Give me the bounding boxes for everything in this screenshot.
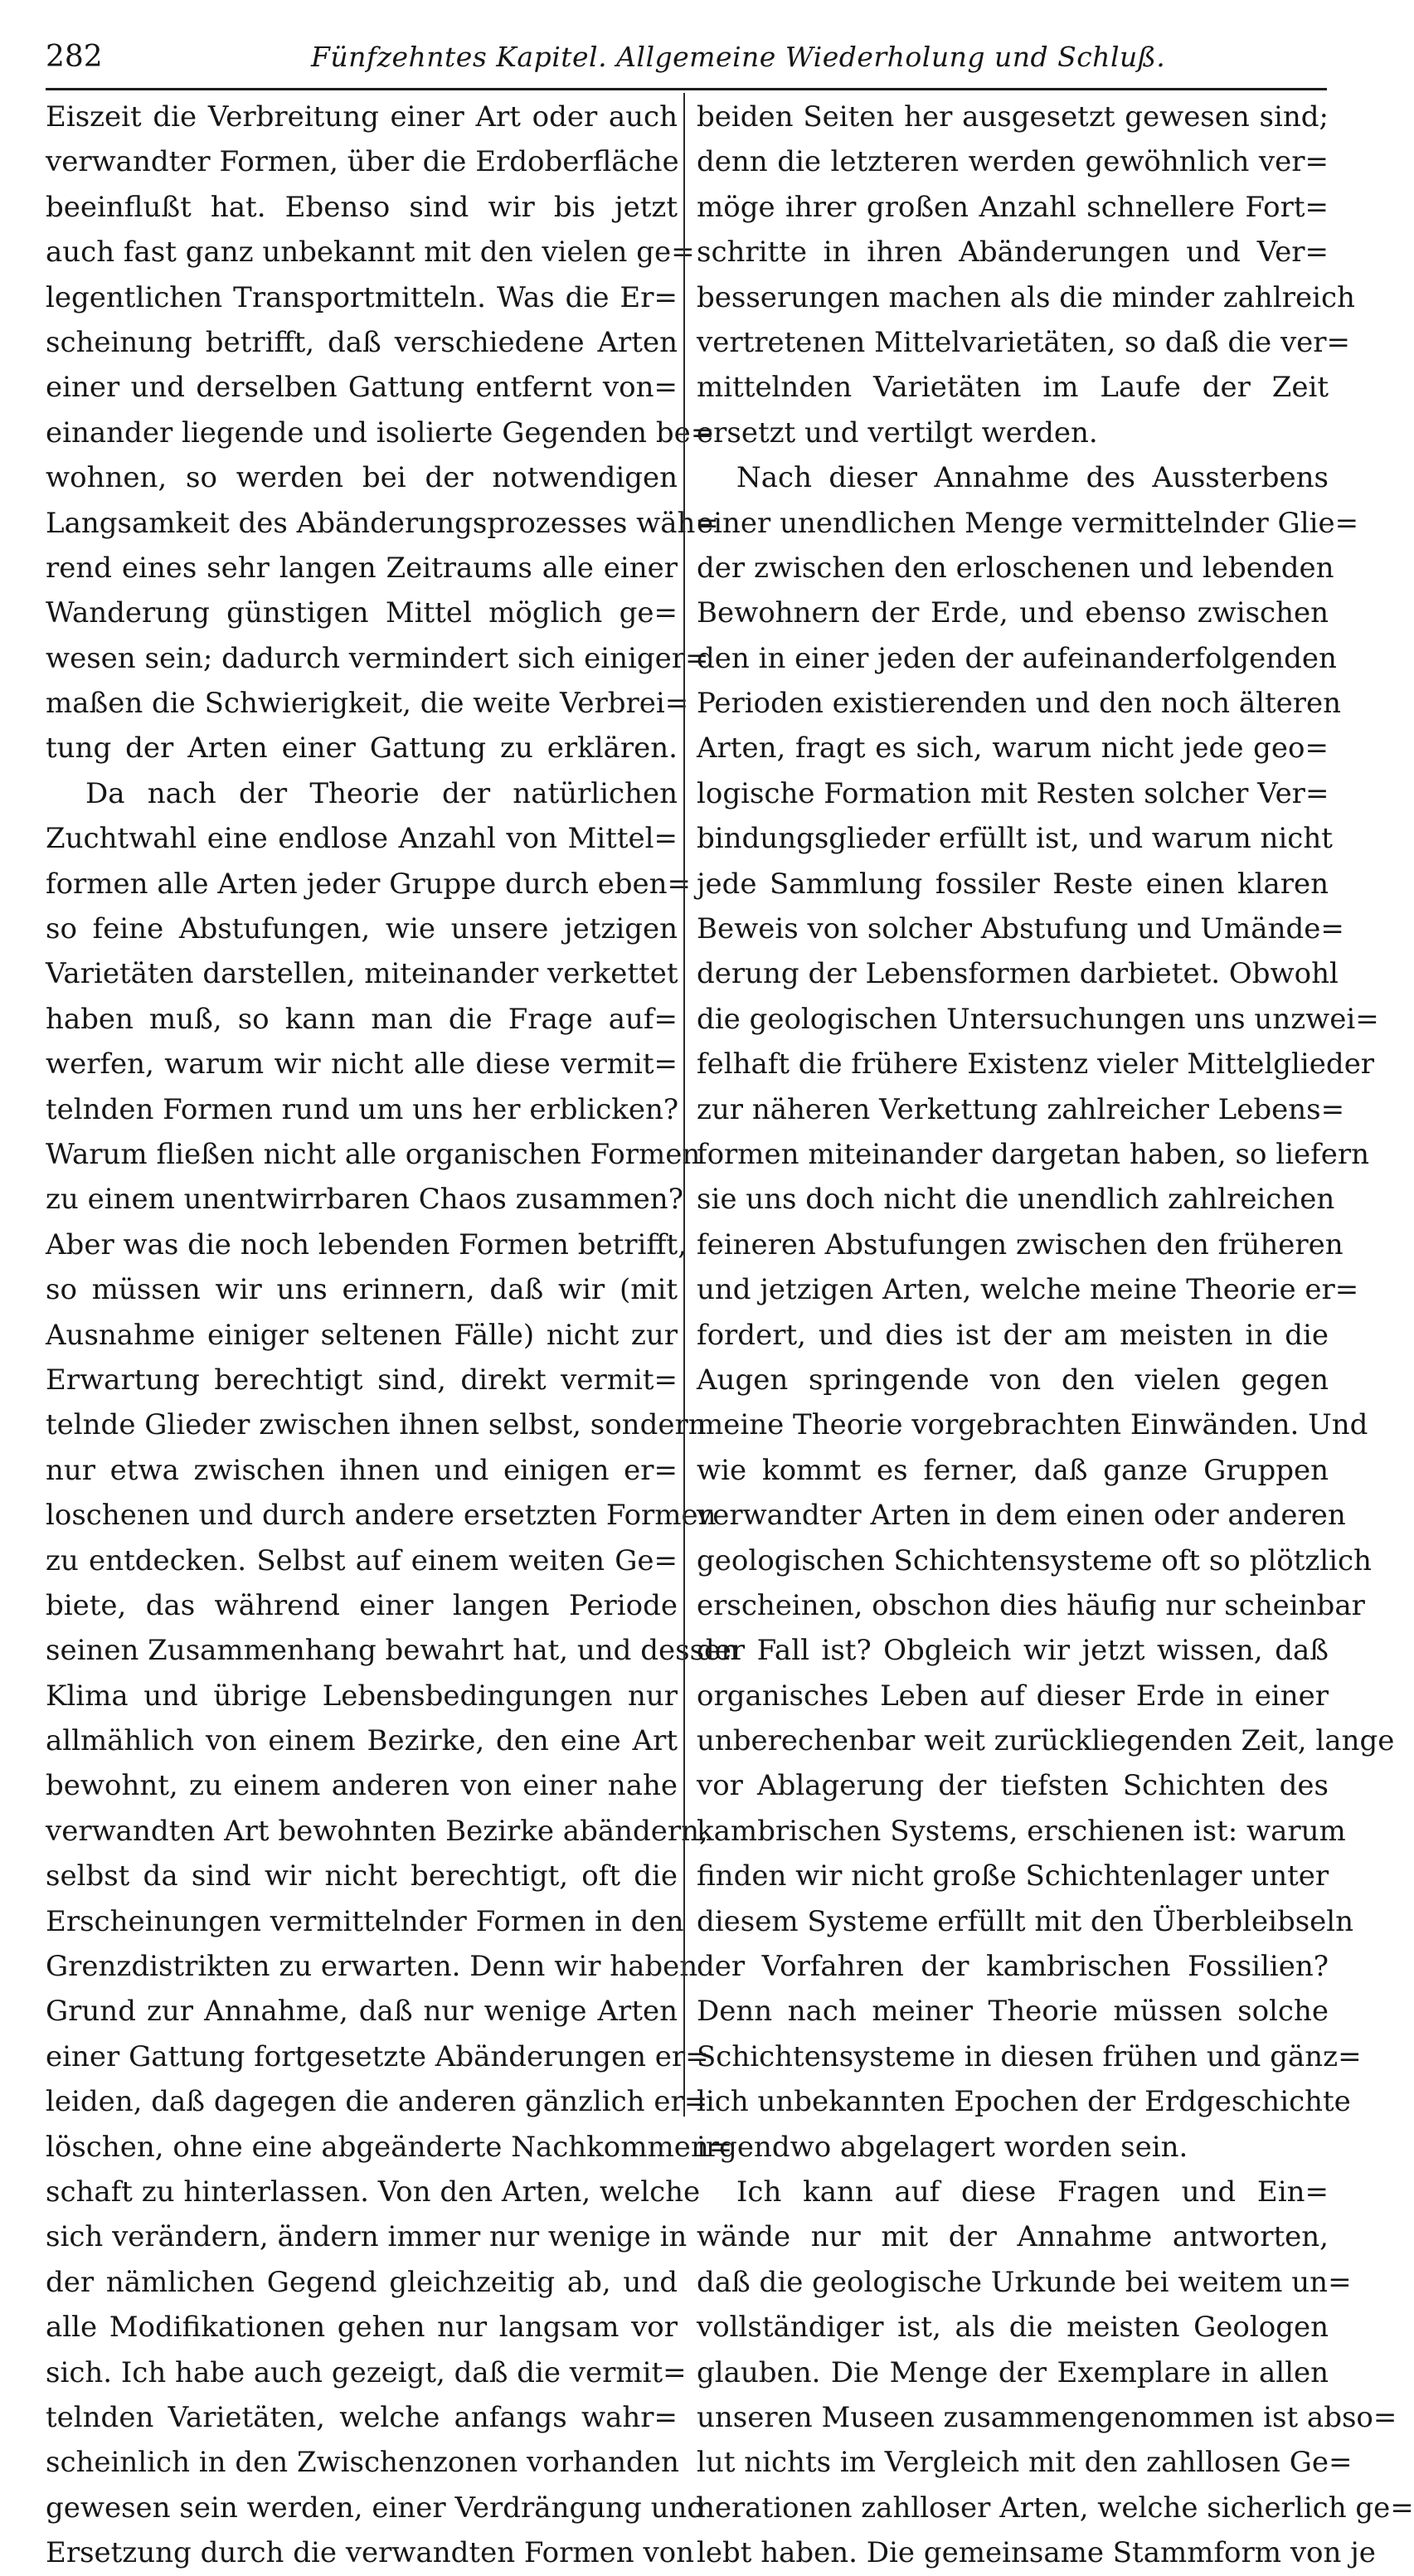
text-line: nur etwa zwischen ihnen und einigen er= — [46, 1453, 678, 1487]
text-line: zur näheren Verkettung zahlreicher Lebens= — [697, 1092, 1345, 1126]
text-line: verwandter Formen, über die Erdoberfläche — [46, 145, 679, 179]
text-line: einer Gattung fortgesetzte Abänderungen er= — [46, 2039, 709, 2073]
text-line: sich verändern, ändern immer nur wenige in — [46, 2220, 688, 2254]
text-line: selbst da sind wir nicht berechtigt, oft die — [46, 1859, 678, 1893]
text-line: wände nur mit der Annahme antworten, — [697, 2220, 1329, 2254]
text-line: beeinflußt hat. Ebenso sind wir bis jetzt — [46, 190, 678, 224]
text-line: leiden, daß dagegen die anderen gänzlich er= — [46, 2085, 708, 2119]
text-line: Nach dieser Annahme des Aussterbens — [736, 461, 1329, 495]
text-line: logische Formation mit Resten solcher Ver= — [697, 776, 1329, 810]
text-line: schritte in ihren Abänderungen und Ver= — [697, 236, 1329, 270]
text-line: Zuchtwahl eine endlose Anzahl von Mittel= — [46, 822, 678, 856]
text-line: Arten, fragt es sich, warum nicht jede geo= — [697, 731, 1329, 766]
text-line: wesen sein; dadurch vermindert sich einiger= — [46, 641, 709, 675]
text-line: Varietäten darstellen, miteinander verkettet — [46, 957, 678, 991]
text-line: allmählich von einem Bezirke, den eine Art — [46, 1724, 678, 1758]
text-line: seinen Zusammenhang bewahrt hat, und dessen — [46, 1634, 740, 1668]
text-line: löschen, ohne eine abgeänderte Nachkommen= — [46, 2130, 733, 2164]
text-line: Perioden existierenden und den noch älteren — [697, 687, 1342, 721]
text-line: der Fall ist? Obgleich wir jetzt wissen, daß — [697, 1634, 1329, 1668]
text-line: formen miteinander dargetan haben, so liefern — [697, 1137, 1369, 1171]
text-line: derung der Lebensformen darbietet. Obwohl — [697, 957, 1339, 991]
text-line: maßen die Schwierigkeit, die weite Verbrei= — [46, 687, 689, 721]
text-line: einer unendlichen Menge vermittelnder Glie= — [697, 506, 1359, 540]
text-line: die geologischen Untersuchungen uns unzwei= — [697, 1002, 1379, 1036]
text-line: auch fast ganz unbekannt mit den vielen ge= — [46, 236, 695, 270]
text-line: diesem Systeme erfüllt mit den Überbleibseln — [697, 1904, 1354, 1938]
text-line: Klima und übrige Lebensbedingungen nur — [46, 1679, 678, 1713]
text-line: so müssen wir uns erinnern, daß wir (mit — [46, 1273, 678, 1307]
text-line: zu einem unentwirrbaren Chaos zusammen? — [46, 1183, 683, 1217]
text-line: telnden Varietäten, welche anfangs wahr= — [46, 2400, 678, 2434]
text-line: Grund zur Annahme, daß nur wenige Arten — [46, 1995, 678, 2029]
text-line: so feine Abstufungen, wie unsere jetzigen — [46, 912, 678, 946]
text-line: lut nichts im Vergleich mit den zahllosen Ge= — [697, 2446, 1353, 2480]
text-line: rend eines sehr langen Zeitraums alle einer — [46, 551, 678, 585]
text-line: ersetzt und vertilgt werden. — [697, 416, 1098, 450]
text-line: organisches Leben auf dieser Erde in einer — [697, 1679, 1329, 1713]
text-line: mittelnden Varietäten im Laufe der Zeit — [697, 371, 1329, 405]
text-line: jede Sammlung fossiler Reste einen klaren — [697, 867, 1329, 901]
text-line: Grenzdistrikten zu erwarten. Denn wir haben — [46, 1950, 698, 1984]
text-line: Da nach der Theorie der natürlichen — [85, 776, 678, 810]
text-line: Bewohnern der Erde, und ebenso zwischen — [697, 596, 1329, 630]
text-line: Schichtensysteme in diesen frühen und gänz= — [697, 2039, 1362, 2073]
text-line: finden wir nicht große Schichtenlager unter — [697, 1859, 1329, 1893]
text-line: Beweis von solcher Abstufung und Umände= — [697, 912, 1344, 946]
text-line: einander liegende und isolierte Gegenden be= — [46, 416, 715, 450]
text-line: Eiszeit die Verbreitung einer Art oder auch — [46, 100, 678, 134]
text-line: schaft zu hinterlassen. Von den Arten, welche — [46, 2175, 701, 2209]
text-line: der nämlichen Gegend gleichzeitig ab, und — [46, 2265, 678, 2299]
text-line: scheinung betrifft, daß verschiedene Arten — [46, 325, 678, 359]
text-line: telnden Formen rund um uns her erblicken? — [46, 1092, 679, 1126]
text-line: der Vorfahren der kambrischen Fossilien? — [697, 1950, 1329, 1984]
text-line: felhaft die frühere Existenz vieler Mittelglieder — [697, 1047, 1375, 1081]
text-line: besserungen machen als die minder zahlreich — [697, 280, 1355, 314]
text-line: der zwischen den erloschenen und lebenden — [697, 551, 1334, 585]
text-line: daß die geologische Urkunde bei weitem un= — [697, 2265, 1352, 2299]
text-line: haben muß, so kann man die Frage auf= — [46, 1002, 678, 1036]
header-rule — [46, 88, 1327, 90]
text-line: formen alle Arten jeder Gruppe durch eben= — [46, 867, 692, 901]
text-line: möge ihrer großen Anzahl schnellere Fort= — [697, 190, 1329, 224]
text-line: werfen, warum wir nicht alle diese vermit= — [46, 1047, 678, 1081]
text-line: Ich kann auf diese Fragen und Ein= — [736, 2175, 1329, 2209]
text-line: loschenen und durch andere ersetzten Formen — [46, 1499, 717, 1533]
text-line: vollständiger ist, als die meisten Geologen — [697, 2311, 1329, 2345]
text-line: verwandten Art bewohnten Bezirke abändern, — [46, 1814, 708, 1848]
text-line: wohnen, so werden bei der notwendigen — [46, 461, 678, 495]
text-line: feineren Abstufungen zwischen den früheren — [697, 1227, 1344, 1261]
text-line: gewesen sein werden, einer Verdrängung und — [46, 2491, 706, 2525]
text-line: erscheinen, obschon dies häufig nur scheinbar — [697, 1588, 1365, 1622]
text-line: unseren Museen zusammengenommen ist abso= — [697, 2400, 1397, 2434]
column-divider — [683, 93, 685, 2117]
text-line: Warum fließen nicht alle organischen Formen — [46, 1137, 701, 1171]
text-line: Aber was die noch lebenden Formen betrifft, — [46, 1227, 688, 1261]
text-line: lebt haben. Die gemeinsame Stammform von je — [697, 2536, 1376, 2570]
text-line: telnde Glieder zwischen ihnen selbst, sondern — [46, 1408, 707, 1442]
text-line: und jetzigen Arten, welche meine Theorie er= — [697, 1273, 1359, 1307]
text-line: Erwartung berechtigt sind, direkt vermit= — [46, 1363, 678, 1397]
text-line: lich unbekannten Epochen der Erdgeschichte — [697, 2085, 1351, 2119]
text-line: legentlichen Transportmitteln. Was die Er= — [46, 280, 678, 314]
text-line: sie uns doch nicht die unendlich zahlreichen — [697, 1183, 1335, 1217]
text-line: meine Theorie vorgebrachten Einwänden. Und — [697, 1408, 1368, 1442]
text-line: kambrischen Systems, erschienen ist: warum — [697, 1814, 1346, 1848]
text-line: geologischen Schichtensysteme oft so plötzlich — [697, 1543, 1372, 1577]
text-line: zu entdecken. Selbst auf einem weiten Ge= — [46, 1543, 678, 1577]
text-line: verwandter Arten in dem einen oder anderen — [697, 1499, 1346, 1533]
text-line: sich. Ich habe auch gezeigt, daß die vermit= — [46, 2355, 687, 2389]
text-line: Ausnahme einiger seltenen Fälle) nicht zur — [46, 1318, 678, 1352]
text-line: alle Modifikationen gehen nur langsam vor — [46, 2311, 678, 2345]
running-head: Fünfzehntes Kapitel. Allgemeine Wiederholung und Schluß. — [311, 41, 1166, 73]
text-line: Wanderung günstigen Mittel möglich ge= — [46, 596, 678, 630]
text-line: nerationen zahlloser Arten, welche sicherlich ge= — [697, 2491, 1414, 2525]
text-line: irgendwo abgelagert worden sein. — [697, 2130, 1188, 2164]
text-line: unberechenbar weit zurückliegenden Zeit, lange — [697, 1724, 1395, 1758]
text-line: tung der Arten einer Gattung zu erklären. — [46, 731, 678, 766]
text-line: bewohnt, zu einem anderen von einer nahe — [46, 1769, 678, 1803]
page-number: 282 — [46, 40, 103, 74]
left-column — [46, 95, 740, 2570]
text-line: Denn nach meiner Theorie müssen solche — [697, 1995, 1329, 2029]
text-line: vertretenen Mittelvarietäten, so daß die ver= — [697, 325, 1351, 359]
text-line: Augen springende von den vielen gegen — [697, 1363, 1329, 1397]
page-header — [46, 30, 1323, 85]
text-line: Erscheinungen vermittelnder Formen in den — [46, 1904, 684, 1938]
right-column — [697, 95, 1414, 2570]
text-line: denn die letzteren werden gewöhnlich ver= — [697, 145, 1329, 179]
text-line: Ersetzung durch die verwandten Formen von — [46, 2536, 695, 2570]
text-line: Langsamkeit des Abänderungsprozesses wäh= — [46, 506, 719, 540]
text-line: einer und derselben Gattung entfernt von= — [46, 371, 678, 405]
text-line: biete, das während einer langen Periode — [46, 1588, 678, 1622]
text-line: bindungsglieder erfüllt ist, und warum nicht — [697, 822, 1333, 856]
text-line: glauben. Die Menge der Exemplare in allen — [697, 2355, 1329, 2389]
text-line: fordert, und dies ist der am meisten in die — [697, 1318, 1329, 1352]
text-line: den in einer jeden der aufeinanderfolgenden — [697, 641, 1337, 675]
text-line: wie kommt es ferner, daß ganze Gruppen — [697, 1453, 1329, 1487]
text-line: scheinlich in den Zwischenzonen vorhanden — [46, 2446, 679, 2480]
text-line: beiden Seiten her ausgesetzt gewesen sind; — [697, 100, 1329, 134]
text-line: vor Ablagerung der tiefsten Schichten des — [697, 1769, 1329, 1803]
